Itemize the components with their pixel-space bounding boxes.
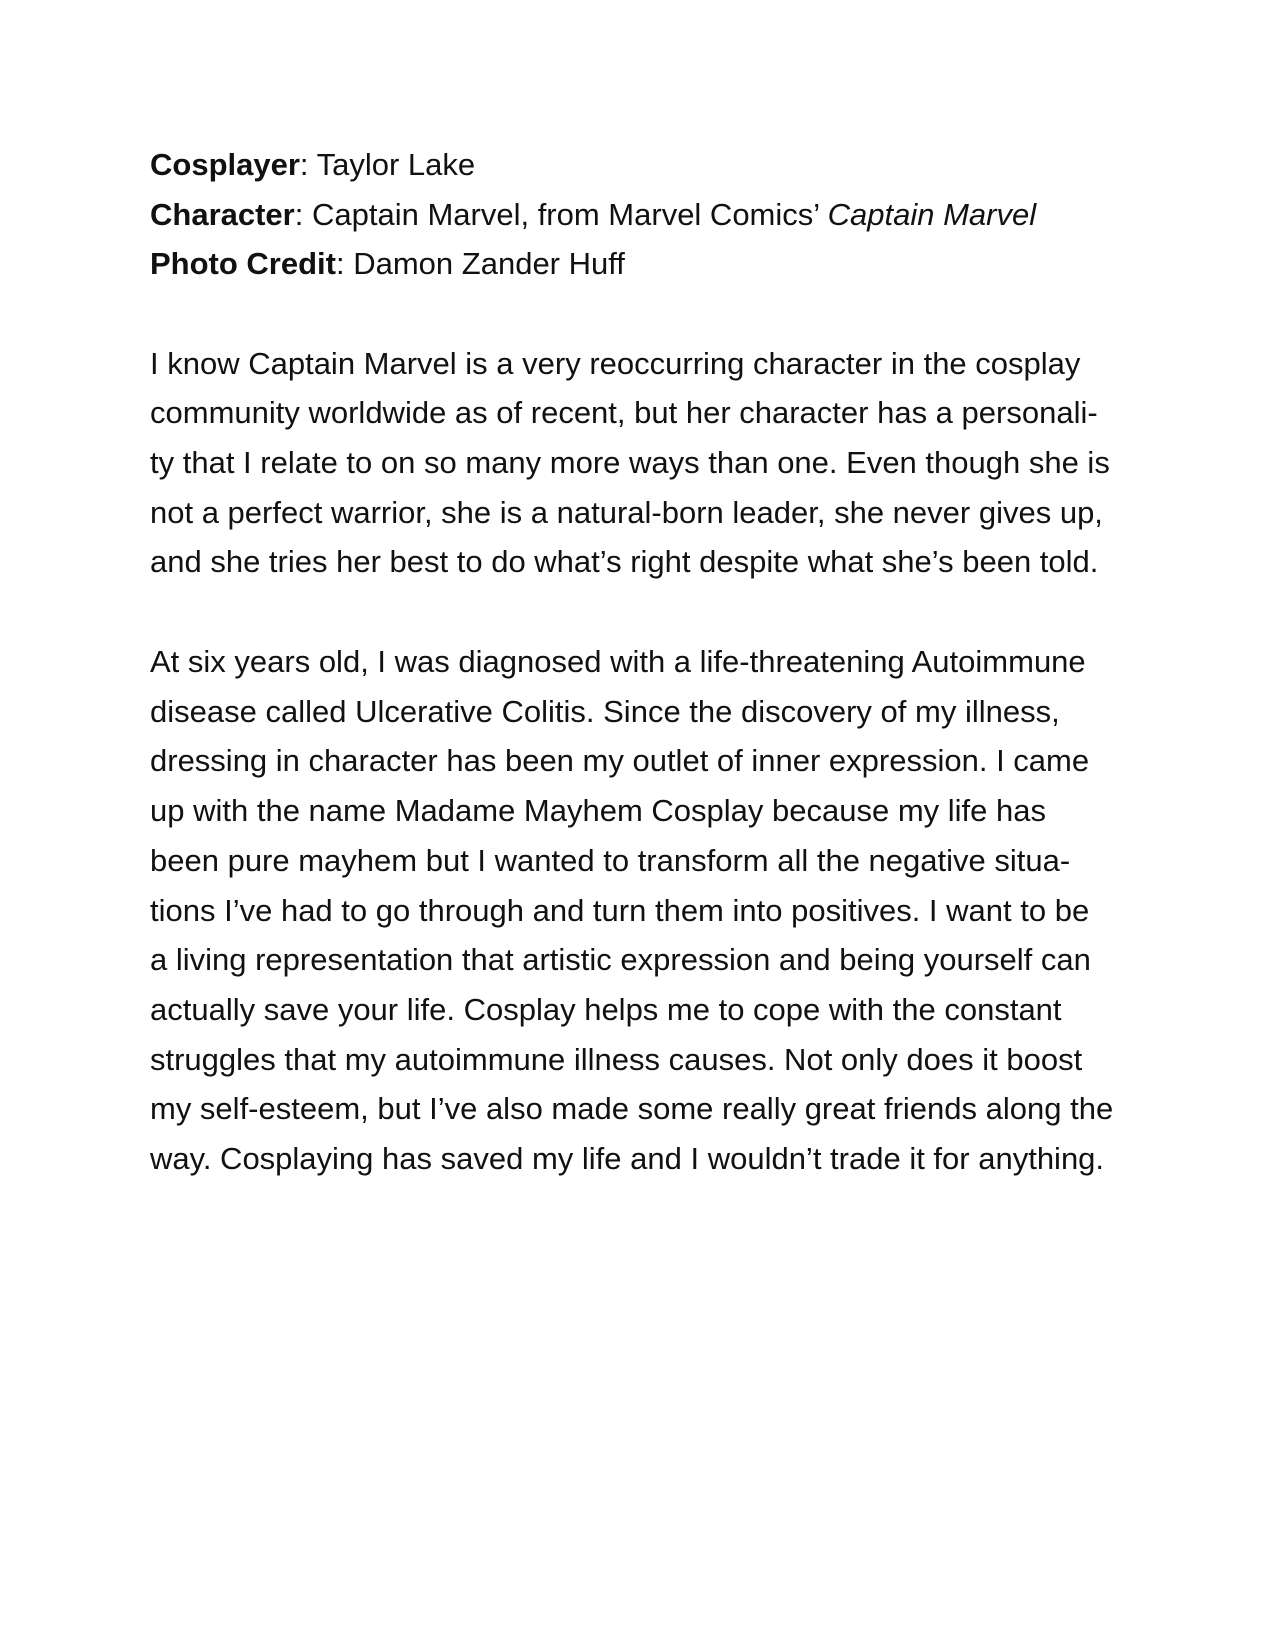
paragraph-line: not a perfect warrior, she is a natural-born leader, she never gives up, — [150, 494, 1103, 530]
credits-block — [150, 140, 1135, 289]
character-value: Captain Marvel, from Marvel Comics’ — [311, 196, 828, 232]
cosplayer-value: Taylor Lake — [316, 147, 476, 182]
cosplayer-label: Cosplayer — [150, 147, 300, 182]
paragraph-line: At six years old, I was diagnosed with a life-threatening Autoimmune — [150, 644, 1086, 680]
paragraph-personal-story — [150, 637, 1135, 1184]
character-separator: : — [294, 196, 312, 232]
paragraph-line: and she tries her best to do what’s right despite what she’s been told. — [150, 544, 1099, 580]
paragraph-line: been pure mayhem but I wanted to transform all the negative situa- — [150, 842, 1071, 878]
cosplayer-separator: : — [299, 147, 317, 182]
photo-credit — [150, 239, 1135, 289]
paragraph-line: up with the name Madame Mayhem Cosplay because my life has — [150, 793, 1046, 829]
paragraph-line: disease called Ulcerative Colitis. Since the discovery of my illness, — [150, 693, 1060, 729]
photo-credit-label: Photo Credit — [150, 246, 336, 281]
paragraph-line: dressing in character has been my outlet of inner expression. I came — [150, 743, 1090, 779]
character-label: Character — [150, 196, 295, 232]
paragraph-line: way. Cosplaying has saved my life and I wouldn’t trade it for anything. — [150, 1141, 1105, 1177]
paragraph-line: struggles that my autoimmune illness causes. Not only does it boost — [150, 1041, 1083, 1077]
photo-credit-separator: : — [336, 246, 354, 281]
cosplayer-credit — [150, 140, 1135, 190]
paragraph-line: ty that I relate to on so many more ways than one. Even though she is — [150, 444, 1110, 480]
character-title: Captain Marvel — [827, 196, 1037, 232]
paragraph-line: tions I’ve had to go through and turn them into positives. I want to be — [150, 892, 1090, 928]
paragraph-line: actually save your life. Cosplay helps me to cope with the constant — [150, 991, 1062, 1027]
paragraph-line: my self-esteem, but I’ve also made some really great friends along the — [150, 1091, 1114, 1127]
document-page — [150, 140, 1135, 1184]
paragraph-line: a living representation that artistic expression and being yourself can — [150, 942, 1091, 978]
character-credit — [150, 190, 1135, 240]
photo-credit-value: Damon Zander Huff — [353, 246, 625, 281]
paragraph-line: I know Captain Marvel is a very reoccurring character in the cosplay — [150, 345, 1081, 381]
paragraph-line: community worldwide as of recent, but her character has a personali- — [150, 395, 1098, 431]
paragraph-captain-marvel — [150, 339, 1135, 588]
